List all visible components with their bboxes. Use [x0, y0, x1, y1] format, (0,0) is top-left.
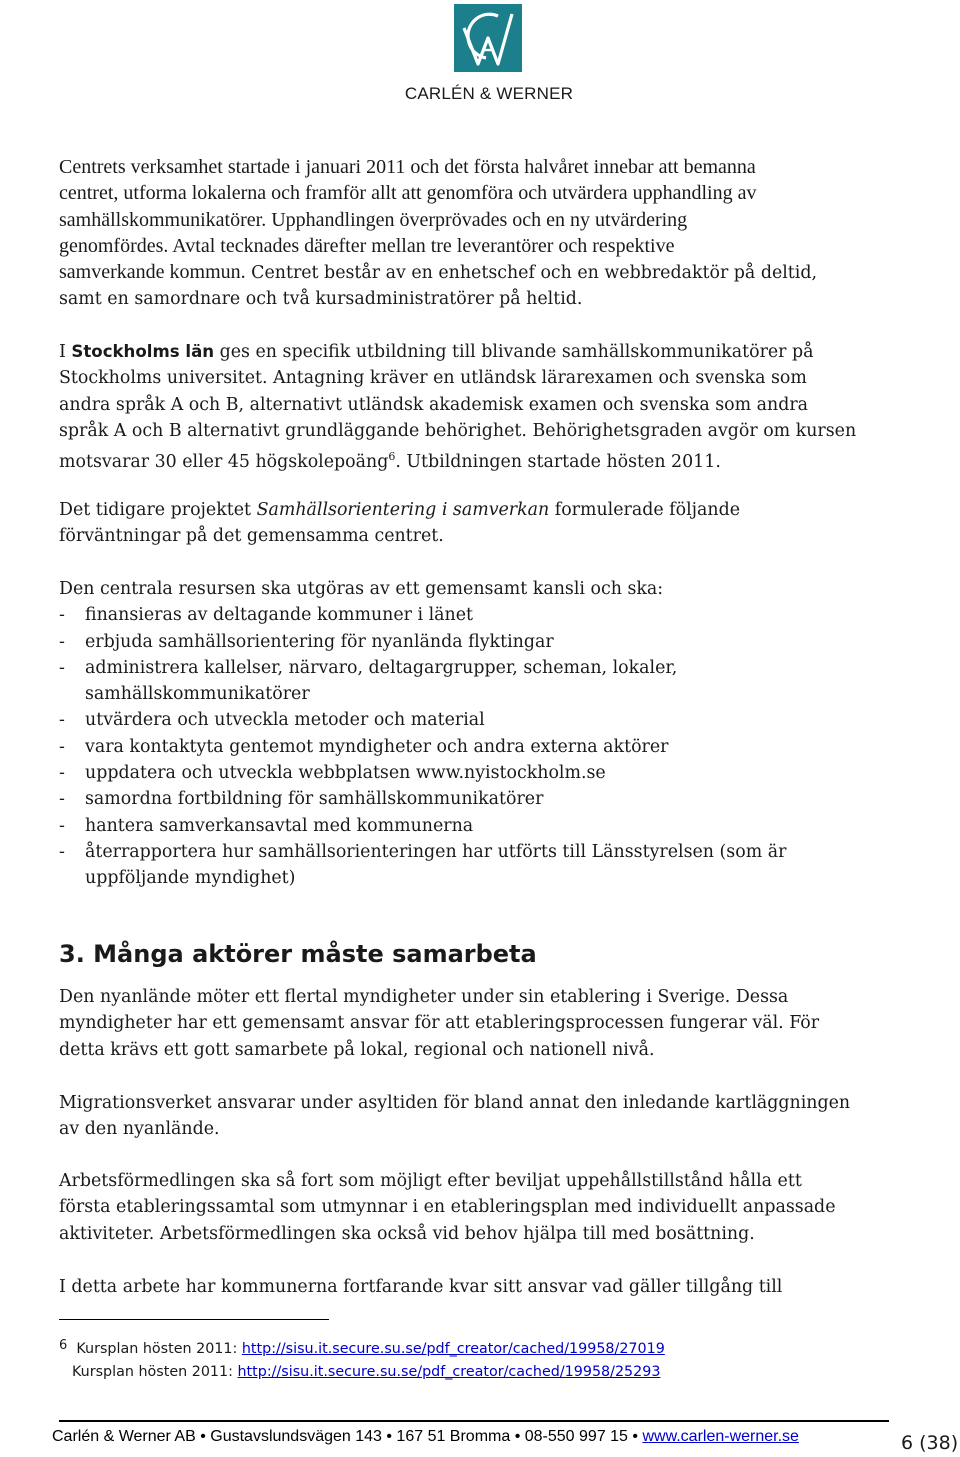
list-item-text: utvärdera och utveckla metoder och material [85, 710, 485, 731]
list-item-text: vara kontaktyta gentemot myndigheter och andra externa aktörer [85, 736, 669, 757]
text-line: Stockholms universitet. Antagning kräver en utländsk lärarexamen och svenska som [59, 368, 807, 389]
text-line: detta krävs ett gott samarbete på lokal, regional och nationell nivå. [59, 1039, 655, 1060]
paragraph-stockholm [59, 339, 919, 475]
list-item-text: erbjuda samhällsorientering för nyanlända flyktingar [85, 631, 554, 652]
list-item [59, 839, 919, 892]
text-line [59, 259, 919, 286]
text-line: samhällskommunikatörer. Upphandlingen överprövades och en ny utvärdering [59, 208, 688, 231]
text-line: andra språk A och B, alternativt utländsk akademisk examen och svenska som andra [59, 394, 809, 415]
paragraph-kommunerna [59, 1274, 919, 1300]
text-line: myndigheter har ett gemensamt ansvar för att etableringsprocessen fungerar väl. För [59, 1013, 820, 1034]
dash: - [59, 815, 65, 836]
text-span: ges en specifik utbildning till blivande samhällskommunikatörer på [214, 342, 814, 362]
website-link[interactable]: www.carlen-werner.se [642, 1428, 799, 1445]
list-item [59, 707, 919, 733]
text-span: samverkande kommun. [59, 261, 246, 284]
footnote-link[interactable]: http://sisu.it.secure.su.se/pdf_creator/cached/19958/27019 [241, 1341, 665, 1357]
text-span: Det tidigare projektet [59, 500, 257, 520]
paragraph-centre-start [59, 154, 919, 313]
dash: - [59, 631, 65, 652]
list-item [59, 655, 919, 708]
footnote-divider [59, 1319, 329, 1320]
list-item [59, 813, 919, 839]
footer-divider [59, 1420, 889, 1422]
task-list [59, 576, 919, 892]
dash: - [59, 710, 65, 731]
text-line: språk A och B alternativt grundläggande behörighet. Behörighetsgraden avgör om kursen [59, 420, 857, 441]
text-span: motsvarar 30 eller 45 högskolepoäng [59, 452, 389, 473]
text-line: av den nyanlände. [59, 1119, 220, 1140]
paragraph-actors [59, 984, 919, 1063]
list-item-text: hantera samverkansavtal med kommunerna [85, 815, 474, 836]
list-item [59, 629, 919, 655]
footnote [59, 1334, 919, 1361]
address-text: Carlén & Werner AB • Gustavslundsvägen 143 • 167 51 Bromma • 08-550 997 15 • [52, 1428, 643, 1445]
footnote-label: Kursplan hösten 2011: [72, 1364, 238, 1380]
list-item [59, 602, 919, 628]
text-line: I detta arbete har kommunerna fortfarande kvar sitt ansvar vad gäller tillgång till [59, 1277, 783, 1297]
list-item-text-cont: samhällskommunikatörer [85, 684, 310, 705]
footer-address [52, 1428, 799, 1446]
text-line: Den nyanlände möter ett flertal myndigheter under sin etablering i Sverige. Dessa [59, 987, 789, 1007]
list-item [59, 734, 919, 760]
dash: - [59, 605, 65, 626]
dash: - [59, 841, 65, 862]
text-line: samt en samordnare och två kursadministratörer på heltid. [59, 289, 583, 310]
text-span: Centret består av en enhetschef och en webbredaktör på deltid, [245, 263, 818, 284]
list-item [59, 760, 919, 786]
footnote-number: 6 [59, 1338, 68, 1353]
company-name: CARLÉN & WERNER [404, 84, 574, 103]
text-line: Arbetsförmedlingen ska så fort som möjligt efter beviljat uppehållstillstånd hålla ett [59, 1171, 802, 1191]
page-number: 6 (38) [901, 1432, 959, 1454]
section-heading: 3. Många aktörer måste samarbeta [59, 940, 537, 968]
text-line: aktiviteter. Arbetsförmedlingen ska också vid behov hjälpa till med bosättning. [59, 1223, 755, 1244]
footnote [59, 1361, 919, 1384]
list-item-text: administrera kallelser, närvaro, deltagargrupper, scheman, lokaler, [85, 657, 678, 678]
list-item-text: uppdatera och utveckla webbplatsen www.nyistockholm.se [85, 763, 606, 784]
dash: - [59, 736, 65, 757]
list-item-text: finansieras av deltagande kommuner i länet [85, 605, 474, 626]
footnotes [59, 1334, 919, 1384]
dash: - [59, 657, 65, 678]
bold-text: Stockholms län [71, 342, 215, 361]
list-item-text: samordna fortbildning för samhällskommunikatörer [85, 789, 544, 810]
paragraph-migrationsverket [59, 1090, 919, 1143]
carlen-werner-monogram-icon [454, 4, 522, 72]
text-line: Migrationsverket ansvarar under asyltiden för bland annat den inledande kartläggningen [59, 1093, 851, 1113]
text-span: I [59, 342, 72, 362]
text-line [59, 444, 919, 475]
text-line [59, 339, 919, 365]
list-item [59, 786, 919, 812]
company-logo [399, 4, 579, 104]
paragraph-project [59, 497, 919, 550]
text-line: genomfördes. Avtal tecknades därefter mellan tre leverantörer och respektive [59, 234, 675, 257]
italic-text: Samhällsorientering i samverkan [256, 500, 550, 520]
text-line: Centrets verksamhet startade i januari 2011 och det första halvåret innebar att bemanna [59, 156, 756, 178]
footnote-ref[interactable]: 6 [388, 450, 396, 464]
text-span: formulerade följande [549, 500, 741, 520]
text-line: förväntningar på det gemensamma centret. [59, 526, 444, 547]
text-line: centret, utforma lokalerna och framför allt att genomföra och utvärdera upphandling av [59, 182, 757, 205]
footnote-label: Kursplan hösten 2011: [76, 1341, 242, 1357]
list-item-text-cont: uppföljande myndighet) [85, 868, 296, 889]
list-intro: Den centrala resursen ska utgöras av ett gemensamt kansli och ska: [59, 579, 664, 599]
dash: - [59, 789, 65, 810]
text-span: . Utbildningen startade hösten 2011. [395, 452, 721, 473]
footnote-link[interactable]: http://sisu.it.secure.su.se/pdf_creator/cached/19958/25293 [237, 1364, 661, 1380]
text-line: första etableringssamtal som utmynnar i en etableringsplan med individuellt anpassade [59, 1197, 836, 1218]
list-item-text: återrapportera hur samhällsorienteringen har utförts till Länsstyrelsen (som är [85, 841, 787, 862]
paragraph-arbetsformedlingen [59, 1168, 919, 1247]
dash: - [59, 763, 65, 784]
text-line [59, 497, 919, 523]
